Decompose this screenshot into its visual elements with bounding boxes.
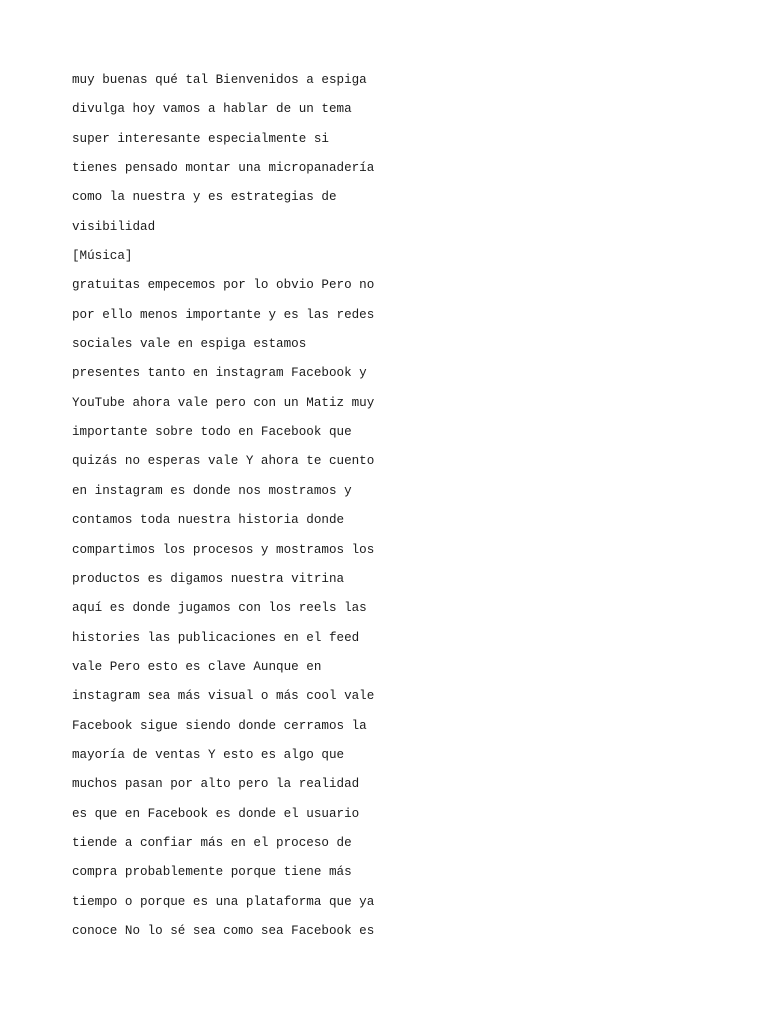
text-line: compartimos los procesos y mostramos los	[72, 542, 375, 557]
text-line: presentes tanto en instagram Facebook y	[72, 366, 367, 381]
text-line: divulga hoy vamos a hablar de un tema	[72, 102, 352, 117]
text-line: compra probablemente porque tiene más	[72, 865, 352, 880]
text-line: en instagram es donde nos mostramos y	[72, 483, 352, 498]
text-line: importante sobre todo en Facebook que	[72, 425, 352, 440]
text-line: contamos toda nuestra historia donde	[72, 513, 345, 528]
text-line: gratuitas empecemos por lo obvio Pero no	[72, 278, 375, 293]
text-line: Facebook sigue siendo donde cerramos la	[72, 718, 367, 733]
text-line: conoce No lo sé sea como sea Facebook es	[72, 923, 375, 938]
text-line: por ello menos importante y es las redes	[72, 307, 375, 322]
text-line: super interesante especialmente si	[72, 131, 329, 146]
text-line: tienes pensado montar una micropanadería	[72, 161, 375, 176]
text-line: YouTube ahora vale pero con un Matiz muy	[72, 395, 375, 410]
text-line: vale Pero esto es clave Aunque en	[72, 659, 322, 674]
text-line: es que en Facebook es donde el usuario	[72, 806, 360, 821]
text-line: sociales vale en espiga estamos	[72, 337, 307, 352]
text-line: productos es digamos nuestra vitrina	[72, 571, 345, 586]
text-line: como la nuestra y es estrategias de	[72, 190, 337, 205]
text-line: mayoría de ventas Y esto es algo que	[72, 747, 345, 762]
text-line: tiende a confiar más en el proceso de	[72, 835, 352, 850]
text-line: visibilidad	[72, 219, 156, 234]
text-line: muchos pasan por alto pero la realidad	[72, 777, 360, 792]
transcript-text	[72, 66, 374, 946]
text-line: [Música]	[72, 249, 133, 264]
text-line: tiempo o porque es una plataforma que ya	[72, 894, 375, 909]
text-line: aquí es donde jugamos con los reels las	[72, 601, 367, 616]
text-line: instagram sea más visual o más cool vale	[72, 689, 375, 704]
text-line: quizás no esperas vale Y ahora te cuento	[72, 454, 375, 469]
text-line: histories las publicaciones en el feed	[72, 630, 360, 645]
text-line: muy buenas qué tal Bienvenidos a espiga	[72, 73, 367, 87]
